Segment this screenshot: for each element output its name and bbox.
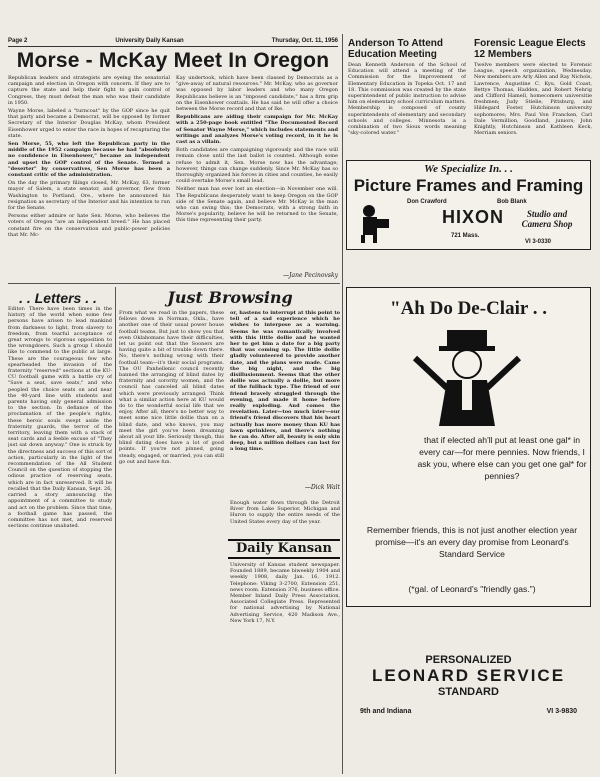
paragraph: Persons either admire or hate Sen. Morse, who believes the voters of Oregon "are an independent breed." He has placed constant fire on the conservation and public-power policies that Mr. Mc-	[8, 213, 170, 238]
paragraph: Enough water flows through the Detroit River from Lake Superior, Michigan and Huron to supply the entire needs of the United States every day of the year.	[230, 500, 340, 525]
paragraph: Sen Morse, 55, who left the Republican party in the middle of the 1952 campaign because he had "absolutely no confidence in Eisenhower," became an independent and upset the GOP control of the Senate. Termed a "deserter" by conservatives, Sen Morse has been a constant critic of the administration.	[8, 141, 170, 179]
ad-tagline: We Specialize In. . .	[424, 163, 513, 175]
paragraph: Dean Kenneth Anderson of the School of Education will attend a meeting of the Commission for the Improvement of Elementary Education in Topeka Oct. 17 and 18. This commission was created by the state superintendent of public instruction to advise him on elementary school curriculum matters. Membership is composed of county superintendents of elementary and secondary schools and colleges. Minnesota is a combination of two Sioux words meaning "sky-colored water."	[348, 62, 466, 137]
page-header	[8, 38, 338, 44]
paragraph: From what we read in the papers, these fellows down in Norman, Okla., have another one of their usual power house football teams. But just to show you that even Oklahomans have their difficulties, let us point out that the Sooners are having quite a bit of trouble down there. No, there's nothing wrong with their football team—it's their social programs. The OU Panhellenic council recently banned the arranging of blind dates by fraternity and sorority women, and the council has canceled all blind dates which were previously arranged. Think what a similar action here at KU would do to the wonderful social life that we enjoy. After all, there's no better way to meet some nice little dollie than on a blind date, and who knows, you may meet the girl you've been dreaming about all your life. Seriously though, this blind dating does have a lot of good points. If you're not pinned, going steady, engaged, or married, you can still go out and have fun.	[119, 310, 224, 465]
ad-headline: Picture Frames and Framing	[353, 176, 584, 195]
paragraph: Both candidates are campaigning vigorously and the race will remain close until the last ballot is counted. Although some refuse to admit it, Sen. Morse now has the advantage; however, things can change suddenly. Since Mr. McKay has so thoroughly organized his forces in cities and counties, he easily could overtake Morse's small lead.	[176, 147, 338, 185]
browsing-heading: Just Browsing	[167, 288, 293, 307]
ad-address: 721 Mass.	[451, 233, 480, 239]
ad-studio: Studio and Camera Shop	[521, 209, 573, 229]
ad-line: LEONARD SERVICE	[371, 666, 566, 685]
column-divider	[115, 287, 116, 774]
letters-column	[8, 306, 112, 772]
anderson-headline: Anderson To Attend Education Meeting	[348, 38, 443, 60]
byline: —Dick Walt	[304, 484, 340, 491]
masthead: Daily Kansan	[228, 539, 340, 559]
brand-name: HIXON	[442, 207, 505, 227]
paragraph: Twelve members were elected to Forensic League, speech organization, Wednesday. New members are Arly Allen and Ray Nichols, Lawrence, Augustine C. Kyu, Gold Coast, Bettye Thomas, Hadden, and Robert Nehrig and Clifford Hamell, homecomers universitie freshmen; Judy Stielie, Pittsburg, and Hildegard Foster, Hutchinson university sophomores; Mrs. Paul Von Francken, Carl Dale Vermillion, Goodland, juniors; John Knightly, Hutchinson and Kathleen Keck, Merriam seniors.	[474, 62, 592, 137]
story-col-1	[8, 75, 170, 285]
filler-item	[230, 500, 340, 534]
paragraph: or, hastens to interrupt at this point to tell of a sad experience which he wishes to interpose as a warning. Seems he was romantically involved with this little dollie and he wanted her to get him a date for a big party that was coming up. The little dollie gladly volunteered to provide another date, and the plans were made. Came the big night, and the big disillusionment. Seems that the other dollie was actually a dollie, but more of the fullback type. The friend of our friend bravely struggled through the evening, and made it home before really exploding. And comes the revelation. Later—too much later—our friend's friend discovers that his heart actually has more money than KU has lawn sprinklers, and there's nothing he can do. After all, beauty is only skin deep, but a million dollars can last for a long time.	[230, 310, 340, 453]
paragraph: On the day the primary filings closed, Mr. McKay, 63, former mayor of Salem, a state senator, and governor, flew from Washington to Portland, Ore., where he announced his resignation as secretary of the Interior and his intention to run for the Senate.	[8, 180, 170, 212]
issue-date: Thursday, Oct. 11, 1956	[271, 38, 338, 44]
ad-line: PERSONALIZED	[425, 654, 512, 666]
letters-heading: . . Letters . .	[19, 290, 97, 306]
ad-name: Bob Blank	[497, 199, 527, 205]
paragraph: Editor: There have been times in the history of the world when some few persons have arisen to lead mankind from darkness to light, from slavery to freedom, from tearful acceptance of great wrongs to vigorous opposition to the wrongdoers. Such a group I should like to commend to the public at large. These are the courageous few who spearheaded the invasion of the fraternity "reserved" sections at the KU-CU football game with a battle cry of "Save a seat, save seats," and who peopled the choice seats on and near the 40-yard line with students and parents having only general admission to the section. In defiance of the proclamation of the people's rights, these heroic souls swept aside the fraternity guards, the terror of the territory, leaving them with a stack of seat cards and a feeble excuse of "They just sat down anyway." One is struck by the directness and success of this sort of action, particularly in the light of the recommendation of the All Student Council on the question of stopping the odious practice of reserving seats, which are in fact unreserved. It will be recalled that the Daily Kansan, Sept. 26, carried a story announcing the appointment of a committee to study and act on the problem. Since that time, a football game has passed, the committee has not met, and reserved sections continue unabated.	[8, 306, 112, 530]
ad-phone: VI 3-0330	[525, 239, 552, 245]
ad-copy: Remember friends, this is not just another election year promise—it's an every day promise from Leonard's Standard Service	[366, 525, 578, 559]
ad-contact	[346, 708, 591, 715]
leonard-service-ad	[346, 652, 591, 772]
paragraph: Neither man has ever lost an election—in November one will. The Republicans desperately want to keep Oregon on the GOP side of the Senate again, and believe Mr. McKay is the man who can swing this; the Democrats, with a strong faith in Morse's popularity, believe he will be returned to the Senate, this time representing their party.	[176, 186, 338, 224]
hixon-ad	[346, 160, 591, 250]
paper-name: University Daily Kansan	[115, 38, 184, 44]
politician-illustration	[407, 328, 527, 428]
paragraph: Republicans are aiding their campaign for Mr. McKay with a 250-page book entitled "The Documented Record of Senator Wayne Morse," which includes statements and writings and analyzes Morse's voting record, in it he is cast as a villain.	[176, 114, 338, 146]
masthead-info	[230, 562, 340, 772]
divider	[8, 283, 340, 284]
column-divider	[342, 34, 343, 774]
paragraph: Wayne Morse, labeled a "turncoat" by the GOP since he quit that party and became a Democrat, will be opposed by former Secretary of the Interior Douglas McKay, whom President Eisenhower urged to enter the race in hopes of recapturing the state.	[8, 108, 170, 139]
paragraph: University of Kansas student newspaper. Founded 1889, became biweekly 1904 and weekly 1908, daily Jan. 16, 1912. Telephone: Viking 3-2700, Extension 251, news room. Extension 376, business office. Member Inland Daily Press Association, Associated Collegiate Press. Represented for national advertising by National Advertising Service, 420 Madison Ave., New York 17, N.Y.	[230, 562, 340, 624]
ad-address: 9th and Indiana	[360, 708, 412, 715]
anderson-story	[348, 62, 466, 156]
browsing-col-1	[119, 310, 224, 772]
byline: —Jane Pecinovsky	[283, 272, 338, 279]
forensic-story	[474, 62, 592, 156]
headline: Morse - McKay Meet In Oregon	[16, 49, 330, 72]
story-col-2	[176, 75, 338, 279]
leonard-ad	[346, 287, 591, 607]
forensic-headline: Forensic League Elects 12 Members	[474, 38, 586, 60]
ad-copy: that if elected ah'll put at least one gal* in every car—for mere pennies. Now friends, I ask you, where else can you get one gal* for pennies?	[417, 435, 587, 481]
page-number: Page 2	[8, 38, 28, 44]
ad-title: "Ah Do De-Clair . .	[390, 298, 547, 319]
ad-footnote: (*gal. of Leonard's "friendly gas.")	[408, 584, 536, 594]
ad-name: Don Crawford	[407, 199, 447, 205]
browsing-col-2	[230, 310, 340, 480]
header-rule	[8, 46, 338, 47]
ad-line: STANDARD	[438, 686, 499, 698]
camera-man-icon	[355, 201, 395, 243]
paragraph: Kay undertook, which have been classed by Democrats as a "give-away of natural resources." Mr. McKay, who as governor was opposed by labor leaders and who many Oregon Republicans believe is an "imposed candidate," has a firm grip on the Eisenhower coattails. He has said he will offer a choice between the Morse record and that of Ike.	[176, 75, 338, 113]
paragraph: Republican leaders and strategists are eyeing the senatorial campaign and election in Oregon with concern. If they are to capture the state and help their fight to gain control of Congress, they must defeat the man who was their candidate in 1950.	[8, 75, 170, 106]
ad-phone: VI 3-9830	[546, 708, 577, 715]
